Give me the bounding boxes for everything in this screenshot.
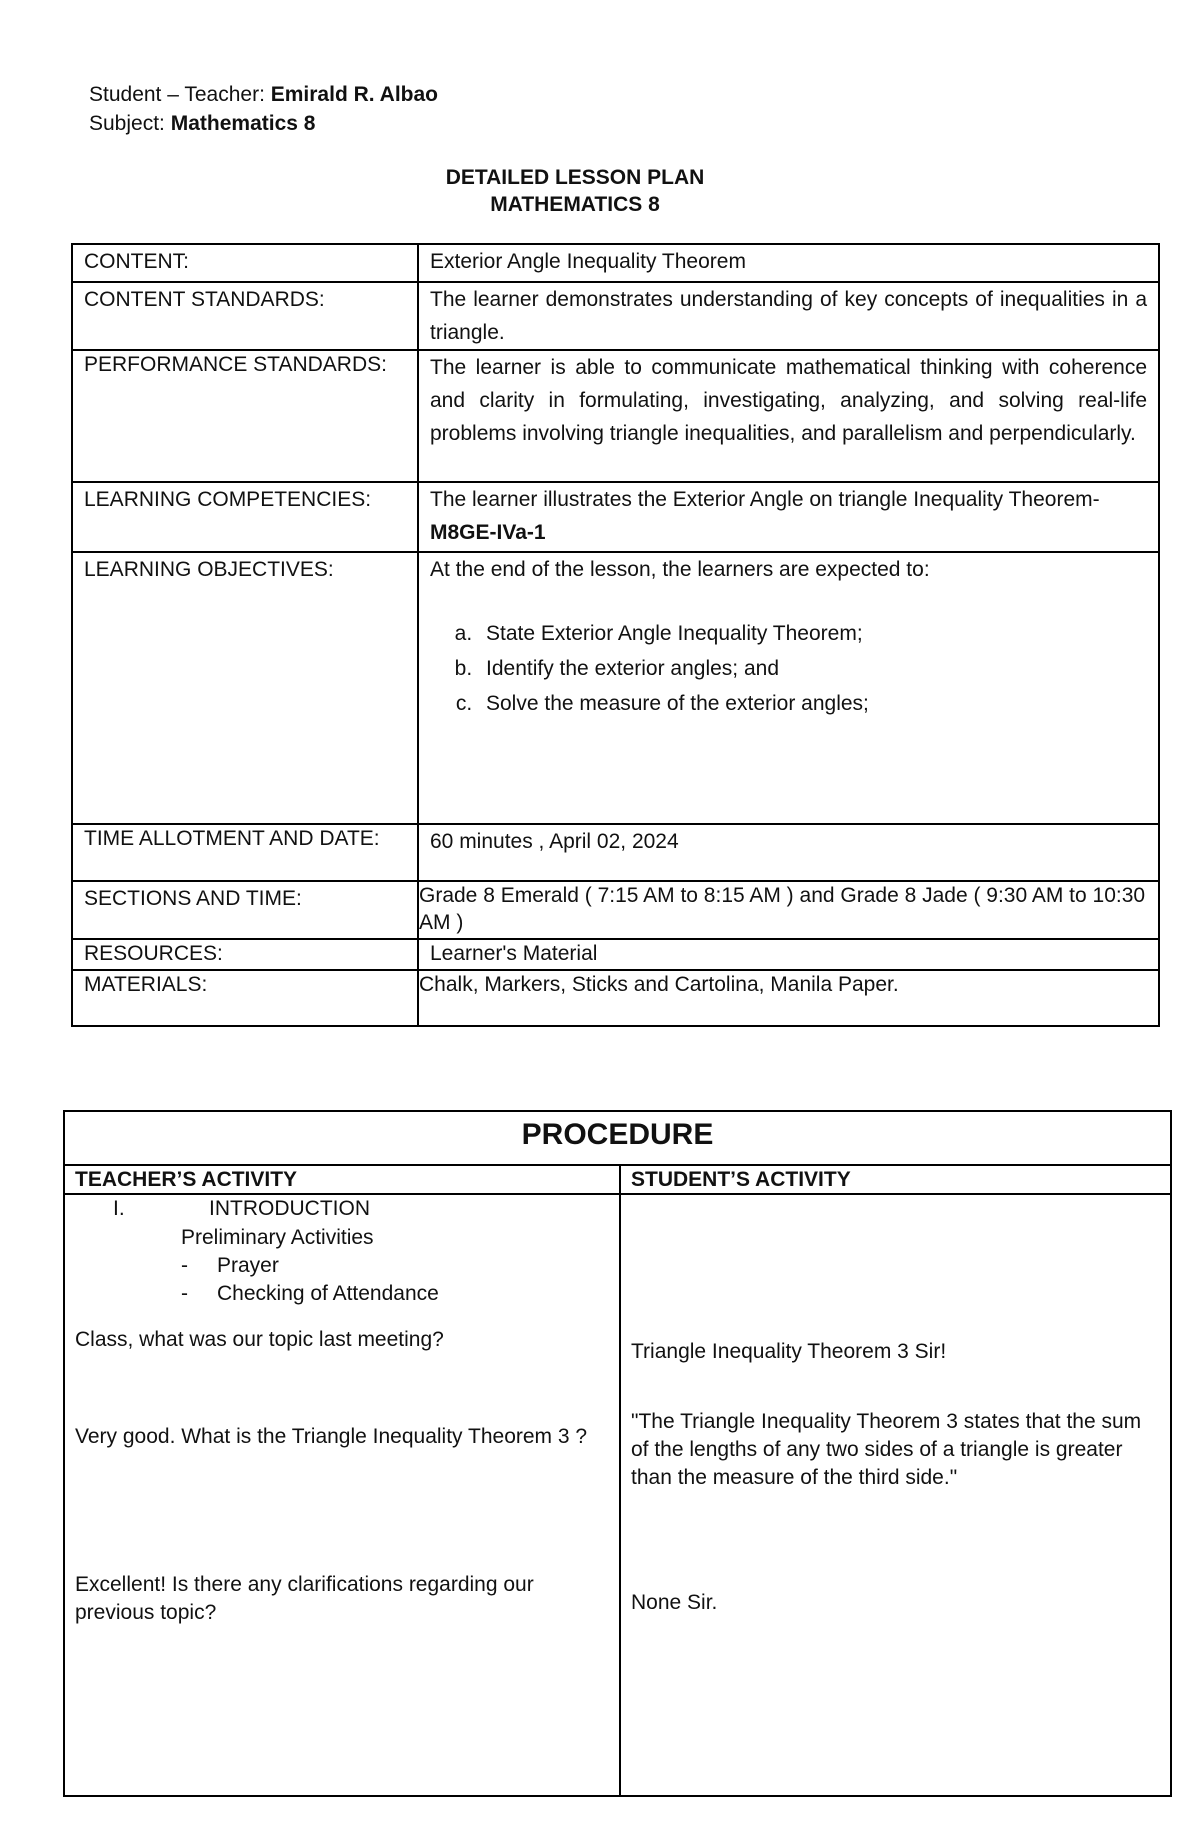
student-answer-1: Triangle Inequality Theorem 3 Sir! (631, 1340, 947, 1363)
subject-line (89, 109, 438, 138)
resources-value: Learner's Material (418, 939, 1159, 970)
performance-value: The learner is able to communicate mathematical thinking with coherence and clarity in formulating, investigating, analyzing, and solving real-life problems involving triangle inequalities, and parallelism and perpendicularly. (418, 350, 1159, 482)
content-label: CONTENT: (72, 244, 418, 282)
performance-label: PERFORMANCE STANDARDS: (72, 350, 418, 482)
document-header (89, 80, 438, 138)
subject-label: Subject: (89, 112, 171, 135)
competencies-value (418, 482, 1159, 552)
procedure-title: PROCEDURE (64, 1111, 1171, 1165)
content-row (72, 244, 1159, 282)
intro-heading (75, 1195, 609, 1223)
teacher-label: Student – Teacher: (89, 83, 271, 106)
competencies-label: LEARNING COMPETENCIES: (72, 482, 418, 552)
list-item: c. Solve the measure of the exterior angles; (478, 686, 1147, 721)
standards-row (72, 282, 1159, 350)
time-value: 60 minutes , April 02, 2024 (418, 824, 1159, 881)
standards-value: The learner demonstrates understanding of key concepts of inequalities in a triangle. (418, 282, 1159, 350)
objectives-row (72, 552, 1159, 824)
procedure-table (63, 1110, 1172, 1797)
competencies-row (72, 482, 1159, 552)
teacher-question-3: Excellent! Is there any clarifications regarding our previous topic? (75, 1573, 534, 1624)
teacher-question-1: Class, what was our topic last meeting? (75, 1328, 444, 1351)
student-answer-3: None Sir. (631, 1591, 718, 1614)
student-activity-cell (620, 1194, 1171, 1796)
prelim-item-prayer: Prayer (217, 1254, 279, 1277)
standards-label: CONTENT STANDARDS: (72, 282, 418, 350)
procedure-title-row (64, 1111, 1171, 1165)
teacher-name: Emirald R. Albao (270, 83, 439, 106)
content-value: Exterior Angle Inequality Theorem (418, 244, 1159, 282)
procedure-body-row (64, 1194, 1171, 1796)
list-item: b. Identify the exterior angles; and (478, 651, 1147, 686)
teacher-activity-header: TEACHER’S ACTIVITY (64, 1165, 620, 1194)
objectives-list (430, 616, 1147, 721)
objectives-label: LEARNING OBJECTIVES: (72, 552, 418, 824)
list-item: a. State Exterior Angle Inequality Theorem; (478, 616, 1147, 651)
resources-label: RESOURCES: (72, 939, 418, 970)
intro-label: INTRODUCTION (209, 1197, 370, 1220)
lesson-info-table (71, 243, 1160, 1027)
list-item: - Prayer (181, 1254, 279, 1277)
teacher-line (89, 80, 438, 109)
sections-row (72, 881, 1159, 939)
title-line-2: MATHEMATICS 8 (490, 193, 660, 216)
list-item: - Checking of Attendance (181, 1282, 439, 1305)
subject-name: Mathematics 8 (170, 112, 316, 135)
sections-value: Grade 8 Emerald ( 7:15 AM to 8:15 AM ) and Grade 8 Jade ( 9:30 AM to 10:30 AM ) (418, 881, 1159, 939)
student-activity-header: STUDENT’S ACTIVITY (620, 1165, 1171, 1194)
materials-label: MATERIALS: (72, 970, 418, 1026)
materials-value: Chalk, Markers, Sticks and Cartolina, Manila Paper. (418, 970, 1159, 1026)
performance-row (72, 350, 1159, 482)
time-row (72, 824, 1159, 881)
teacher-activity-cell (64, 1194, 620, 1796)
materials-row (72, 970, 1159, 1026)
competencies-code: M8GE-IVa-1 (430, 521, 546, 544)
objectives-intro: At the end of the lesson, the learners are expected to: (430, 558, 930, 581)
prelim-item-attendance: Checking of Attendance (217, 1282, 439, 1305)
student-answer-2: "The Triangle Inequality Theorem 3 states that the sum of the lengths of any two sides of a triangle is greater than the measure of the third side." (631, 1410, 1142, 1489)
resources-row (72, 939, 1159, 970)
sections-label: SECTIONS AND TIME: (72, 881, 418, 939)
prelim-label: Preliminary Activities (181, 1226, 374, 1249)
intro-number: I. (113, 1197, 125, 1220)
teacher-question-2: Very good. What is the Triangle Inequality Theorem 3 ? (75, 1425, 588, 1448)
procedure-header-row (64, 1165, 1171, 1194)
objectives-value (418, 552, 1159, 824)
competencies-text: The learner illustrates the Exterior Angle on triangle Inequality Theorem- (430, 488, 1100, 511)
title-line-1: DETAILED LESSON PLAN (445, 166, 705, 189)
document-title (0, 164, 1150, 218)
time-label: TIME ALLOTMENT AND DATE: (72, 824, 418, 881)
